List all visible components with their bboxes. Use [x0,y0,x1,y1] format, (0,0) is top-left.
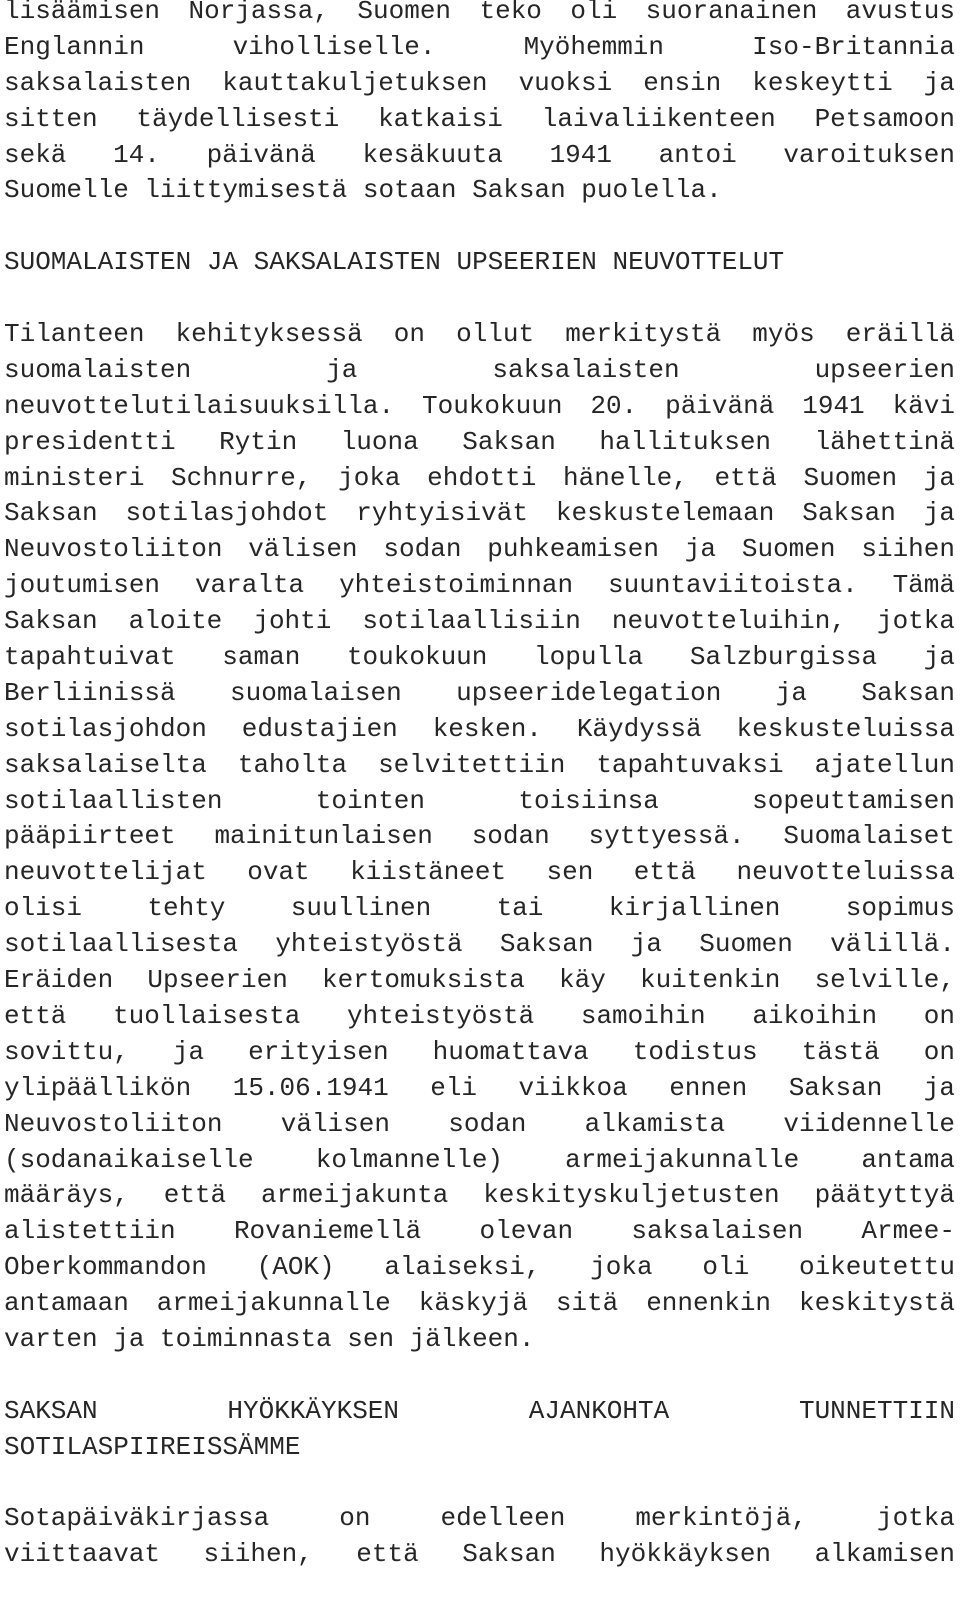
text-line: ylipäällikön 15.06.1941 eli viikkoa ennen Saksan ja [4,1072,955,1103]
heading-line: SOTILASPIIREISSÄMME [4,1431,301,1462]
document-page [4,0,955,1609]
text-line: sitten täydellisesti katkaisi laivaliikenteen Petsamoon [4,103,955,134]
paragraph-intro [4,0,955,209]
section-heading-attack-timing [4,1394,955,1466]
text-line: Neuvostoliiton välisen sodan puhkeamisen ja Suomen siihen [4,534,955,565]
text-line: Saksan sotilasjohdot ryhtyisivät keskustelemaan Saksan ja [4,498,955,529]
text-line: Eräiden Upseerien kertomuksista käy kuitenkin selville, [4,965,955,996]
text-line: sekä 14. päivänä kesäkuuta 1941 antoi varoituksen [4,139,955,170]
text-line: Neuvostoliiton välisen sodan alkamista viidennelle [4,1108,955,1139]
text-line: pääpiirteet mainitunlaisen sodan syttyessä. Suomalaiset [4,821,955,852]
text-line: sotilaallisten tointen toisiinsa sopeuttamisen [4,785,955,816]
text-line: varten ja toiminnasta sen jälkeen. [4,1323,535,1354]
text-line: tapahtuivat saman toukokuun lopulla Salzburgissa ja [4,642,955,673]
text-line: saksalaiselta taholta selvitettiin tapahtuvaksi ajatellun [4,749,955,780]
text-line: (sodanaikaiselle kolmannelle) armeijakunnalle antama [4,1144,955,1175]
text-line: Tilanteen kehityksessä on ollut merkitystä myös eräillä [4,319,955,350]
text-line: Suomelle liittymisestä sotaan Saksan puolella. [4,175,722,206]
text-line: sotilasjohdon edustajien kesken. Käydyssä keskusteluissa [4,713,955,744]
text-line: neuvottelijat ovat kiistäneet sen että neuvotteluissa [4,857,955,888]
text-line: Sotapäiväkirjassa on edelleen merkintöjä, jotka [4,1503,955,1534]
text-line: Oberkommandon (AOK) alaiseksi, joka oli oikeutettu [4,1252,955,1283]
text-line: presidentti Rytin luona Saksan hallituksen lähettinä [4,426,955,457]
text-line: lisäämisen Norjassa, Suomen teko oli suoranainen avustus [4,0,955,26]
text-line: antamaan armeijakunnalle käskyjä sitä ennenkin keskitystä [4,1288,955,1319]
text-line: saksalaisten kauttakuljetuksen vuoksi ensin keskeytti ja [4,67,955,98]
text-line: Berliinissä suomalaisen upseeridelegation ja Saksan [4,677,955,708]
text-line: olisi tehty suullinen tai kirjallinen sopimus [4,893,955,924]
paragraph-negotiations [4,317,955,1358]
text-line: määräys, että armeijakunta keskityskuljetusten päätyttyä [4,1180,955,1211]
paragraph-war-diary [4,1501,955,1573]
text-line: sotilaallisesta yhteistyöstä Saksan ja Suomen välillä. [4,929,955,960]
text-line: ministeri Schnurre, joka ehdotti hänelle, että Suomen ja [4,462,955,493]
text-line: Englannin viholliselle. Myöhemmin Iso-Britannia [4,31,955,62]
text-line: sovittu, ja erityisen huomattava todistus tästä on [4,1036,955,1067]
text-line: suomalaisten ja saksalaisten upseerien [4,354,955,385]
text-line: alistettiin Rovaniemellä olevan saksalaisen Armee- [4,1216,955,1247]
section-heading-negotiations [4,245,955,281]
text-line: viittaavat siihen, että Saksan hyökkäyksen alkamisen [4,1539,955,1570]
text-line: neuvottelutilaisuuksilla. Toukokuun 20. päivänä 1941 kävi [4,390,955,421]
text-line: joutumisen varalta yhteistoiminnan suuntaviitoista. Tämä [4,570,955,601]
text-line: että tuollaisesta yhteistyöstä samoihin aikoihin on [4,1000,955,1031]
heading-line: SUOMALAISTEN JA SAKSALAISTEN UPSEERIEN NEUVOTTELUT [4,247,785,278]
heading-line: SAKSAN HYÖKKÄYKSEN AJANKOHTA TUNNETTIIN [4,1395,955,1426]
text-line: Saksan aloite johti sotilaallisiin neuvotteluihin, jotka [4,606,955,637]
